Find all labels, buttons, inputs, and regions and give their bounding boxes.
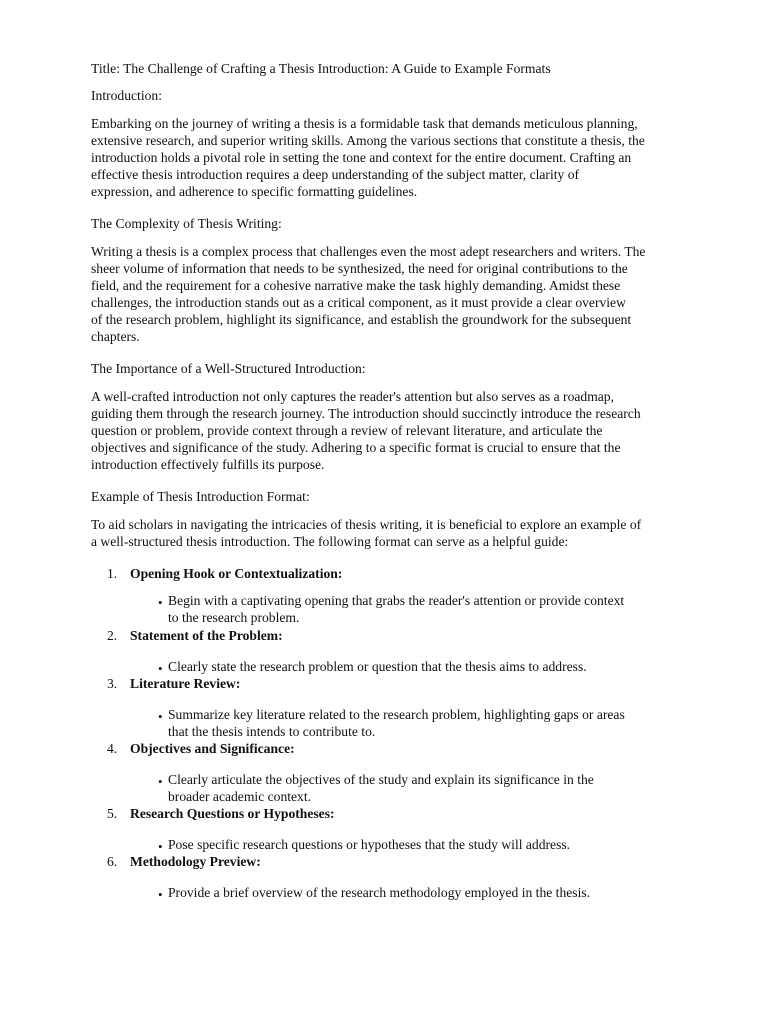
format-steps-list (91, 565, 731, 901)
document-page (91, 60, 731, 901)
paragraph-line: chapters. (91, 329, 140, 344)
paragraph-line: A well-crafted introduction not only captures the reader's attention but also serves as a roadmap, (91, 389, 614, 404)
bullet-line: Clearly state the research problem or question that the thesis aims to address. (168, 659, 587, 674)
step-title: Research Questions or Hypotheses: (130, 806, 335, 821)
paragraph-line: effective thesis introduction requires a deep understanding of the subject matter, clarity of (91, 167, 580, 182)
heading-line: The Importance of a Well-Structured Introduction: (91, 361, 366, 376)
step-title: Methodology Preview: (130, 854, 261, 869)
paragraph-line: field, and the requirement for a cohesive narrative make the task highly demanding. Amidst these (91, 278, 621, 293)
paragraph-line: of the research problem, highlight its significance, and establish the groundwork for the subsequent (91, 312, 632, 327)
paragraph-line: To aid scholars in navigating the intricacies of thesis writing, it is beneficial to explore an example of (91, 517, 642, 532)
step-title: Objectives and Significance: (130, 741, 295, 756)
paragraph-line: challenges, the introduction stands out as a critical component, as it must provide a clear overview (91, 295, 626, 310)
list-item (91, 565, 731, 626)
section-heading-importance (91, 360, 731, 377)
bullet-line: Begin with a captivating opening that grabs the reader's attention or provide context (168, 593, 625, 608)
step-heading (91, 675, 731, 692)
paragraph-line: objectives and significance of the study. Adhering to a specific format is crucial to ensure that the (91, 440, 621, 455)
step-number: 4. (107, 741, 118, 756)
bullet-icon: • (158, 595, 163, 610)
paragraph-line: Embarking on the journey of writing a thesis is a formidable task that demands meticulous planning, (91, 116, 638, 131)
heading-line: Introduction: (91, 88, 162, 103)
list-item (91, 853, 731, 901)
step-number: 1. (107, 566, 118, 581)
step-bullet (91, 706, 731, 740)
paragraph-line: extensive research, and superior writing skills. Among the various sections that constitute a thesis, the (91, 133, 645, 148)
step-heading (91, 805, 731, 822)
paragraph-line: Writing a thesis is a complex process that challenges even the most adept researchers and writers. The (91, 244, 646, 259)
bullet-line: Provide a brief overview of the research methodology employed in the thesis. (168, 885, 591, 900)
paragraph-complexity (91, 243, 731, 345)
bullet-icon: • (158, 839, 163, 854)
heading-line: Example of Thesis Introduction Format: (91, 489, 310, 504)
list-item (91, 627, 731, 675)
paragraph-line: question or problem, provide context through a review of relevant literature, and articulate the (91, 423, 603, 438)
step-number: 2. (107, 628, 118, 643)
bullet-line: that the thesis intends to contribute to. (168, 724, 376, 739)
paragraph-line: expression, and adherence to specific formatting guidelines. (91, 184, 418, 199)
bullet-icon: • (158, 661, 163, 676)
paragraph-line: sheer volume of information that needs to be synthesized, the need for original contributions to the (91, 261, 628, 276)
bullet-icon: • (158, 774, 163, 789)
step-number: 6. (107, 854, 118, 869)
step-title: Literature Review: (130, 676, 241, 691)
paragraph-line: guiding them through the research journey. The introduction should succinctly introduce the research (91, 406, 641, 421)
step-bullet (91, 658, 731, 675)
section-heading-example (91, 488, 731, 505)
bullet-line: Pose specific research questions or hypotheses that the study will address. (168, 837, 571, 852)
section-heading-introduction (91, 87, 731, 104)
bullet-icon: • (158, 887, 163, 902)
bullet-line: Clearly articulate the objectives of the study and explain its significance in the (168, 772, 594, 787)
step-number: 3. (107, 676, 118, 691)
paragraph-line: introduction holds a pivotal role in setting the tone and context for the entire document. Crafting an (91, 150, 632, 165)
step-number: 5. (107, 806, 118, 821)
document-title (91, 60, 731, 77)
step-bullet (91, 884, 731, 901)
list-item (91, 805, 731, 853)
paragraph-line: a well-structured thesis introduction. The following format can serve as a helpful guide: (91, 534, 569, 549)
step-heading (91, 565, 731, 582)
bullet-line: Summarize key literature related to the research problem, highlighting gaps or areas (168, 707, 625, 722)
list-item (91, 675, 731, 740)
step-heading (91, 853, 731, 870)
paragraph-example (91, 516, 731, 550)
bullet-icon: • (158, 709, 163, 724)
step-bullet (91, 771, 731, 805)
paragraph-importance (91, 388, 731, 473)
step-heading (91, 740, 731, 757)
section-heading-complexity (91, 215, 731, 232)
step-title: Opening Hook or Contextualization: (130, 566, 343, 581)
bullet-line: to the research problem. (168, 610, 300, 625)
step-heading (91, 627, 731, 644)
paragraph-line: introduction effectively fulfills its purpose. (91, 457, 325, 472)
heading-line: The Complexity of Thesis Writing: (91, 216, 282, 231)
paragraph-introduction (91, 115, 731, 200)
step-bullet (91, 592, 731, 626)
title-line: Title: The Challenge of Crafting a Thesis Introduction: A Guide to Example Formats (91, 61, 551, 76)
list-item (91, 740, 731, 805)
step-title: Statement of the Problem: (130, 628, 283, 643)
bullet-line: broader academic context. (168, 789, 312, 804)
step-bullet (91, 836, 731, 853)
